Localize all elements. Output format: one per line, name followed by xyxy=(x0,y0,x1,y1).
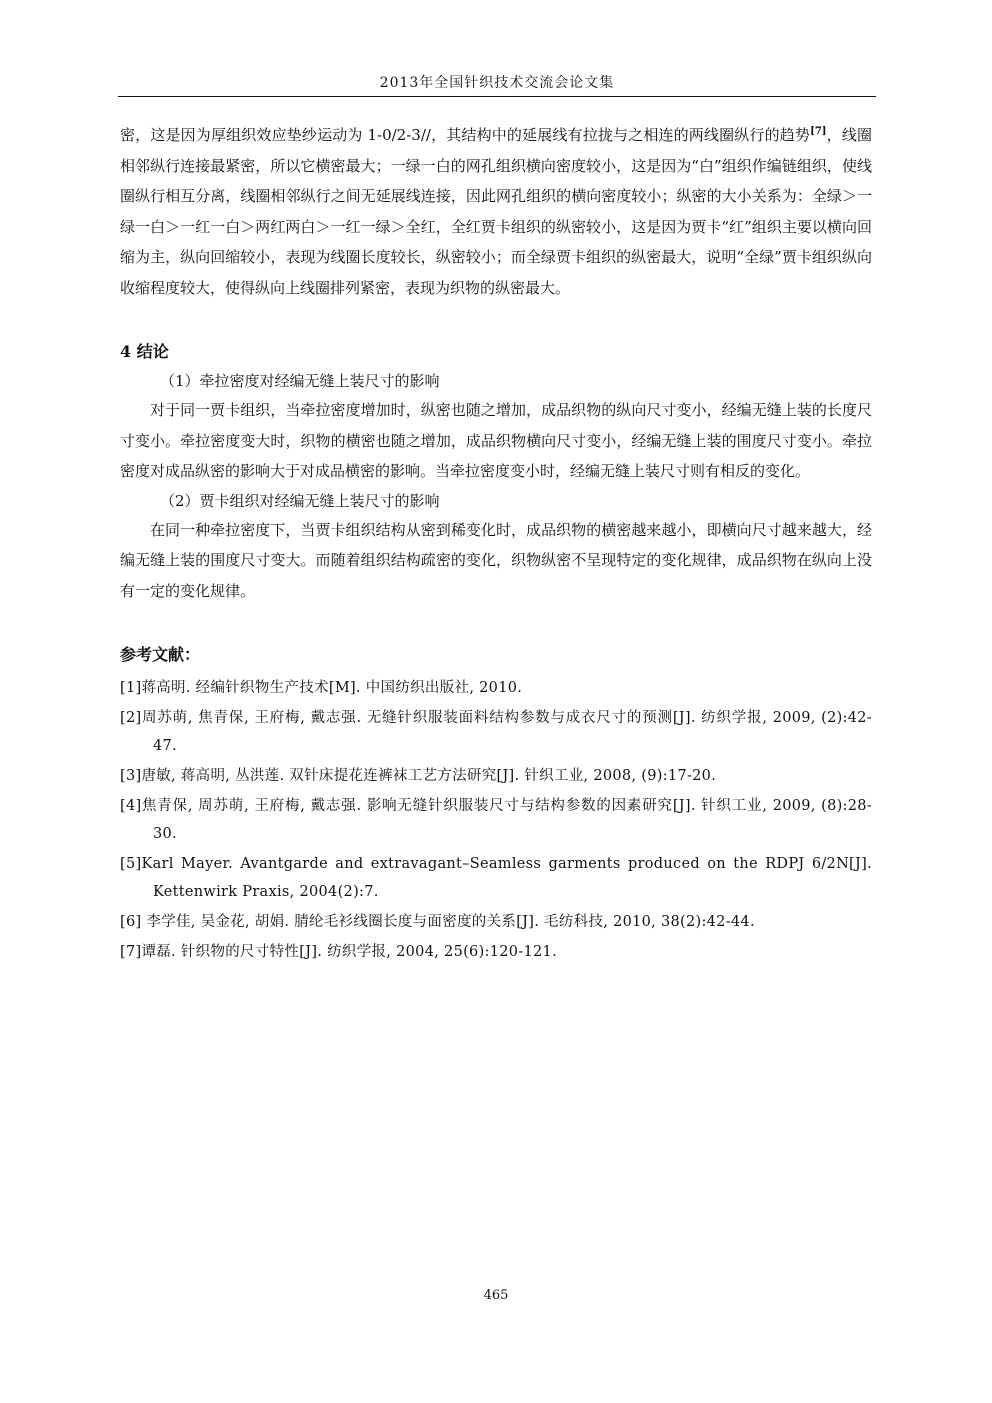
reference-item: [5]Karl Mayer. Avantgarde and extravagant–Seamless garments produced on the RDPJ 6/2N[J]. Kettenwirk Praxis, 2004(2):7. xyxy=(120,856,872,900)
continuation-text-a: 密，这是因为厚组织效应垫纱运动为 1-0/2-3//，其结构中的延展线有拉拢与之相连的两线圈纵行的趋势 xyxy=(120,126,811,144)
reference-item: [1]蒋高明. 经编针织物生产技术[M]. 中国纺织出版社, 2010. xyxy=(120,680,523,696)
conclusion-paragraph-1: 对于同一贾卡组织，当牵拉密度增加时，纵密也随之增加，成品织物的纵向尺寸变小，经编无缝上装的长度尺寸变小。牵拉密度变大时，织物的横密也随之增加，成品织物横向尺寸变小，经编无缝上装的围度尺寸变小。牵拉密度对成品纵密的影响大于对成品横密的影响。当牵拉密度变小时，经编无缝上装尺寸则有相反的变化。 xyxy=(120,401,872,480)
running-header: 2013年全国针织技术交流会论文集 xyxy=(379,75,615,91)
reference-item: [6] 李学佳, 吴金花, 胡娟. 腈纶毛衫线圈长度与面密度的关系[J]. 毛纺科技, 2010, 38(2):42-44. xyxy=(120,914,755,930)
continuation-paragraph xyxy=(120,120,872,303)
subheading-2: （2）贾卡组织对经编无缝上装尺寸的影响 xyxy=(160,491,440,510)
reference-list xyxy=(120,674,872,966)
section-title-conclusion: 4 结论 xyxy=(120,342,169,361)
page-body xyxy=(120,120,872,968)
references-title: 参考文献： xyxy=(120,645,201,664)
citation-7: [7] xyxy=(810,126,827,137)
reference-item: [7]谭磊. 针织物的尺寸特性[J]. 纺织学报, 2004, 25(6):120-121. xyxy=(120,944,557,960)
conclusion-paragraph-2: 在同一种牵拉密度下，当贾卡组织结构从密到稀变化时，成品织物的横密越来越小，即横向尺寸越来越大，经编无缝上装的围度尺寸变大。而随着组织结构疏密的变化，织物纵密不呈现特定的变化规律，成品织物在纵向上没有一定的变化规律。 xyxy=(120,520,872,600)
subheading-1: （1）牵拉密度对经编无缝上装尺寸的影响 xyxy=(160,372,440,390)
page-number: 465 xyxy=(483,1288,509,1303)
reference-item: [2]周苏萌, 焦青保, 王府梅, 戴志强. 无缝针织服装面料结构参数与成衣尺寸的预测[J]. 纺织学报, 2009, (2):42-47. xyxy=(120,710,872,754)
reference-item: [4]焦青保, 周苏萌, 王府梅, 戴志强. 影响无缝针织服装尺寸与结构参数的因素研究[J]. 针织工业, 2009, (8):28-30. xyxy=(120,798,872,842)
continuation-text-b: ，线圈相邻纵行连接最紧密，所以它横密最大；一绿一白的网孔组织横向密度较小，这是因为“白”组织作编链组织，使线圈纵行相互分离，线圈相邻纵行之间无延展线连接，因此网孔组织的横向密度较小；纵密的大小关系为：全绿＞一绿一白＞一红一白＞两红两白＞一红一绿＞全红，全红贾卡组织的纵密较小，这是因为贾卡“红”组织主要以横向回缩为主，纵向回缩较小，表现为线圈长度较长，纵密较小；而全绿贾卡组织的纵密最大，说明“全绿”贾卡组织纵向收缩程度较大，使得纵向上线圈排列紧密，表现为织物的纵密最大。 xyxy=(120,126,872,297)
reference-item: [3]唐敏, 蒋高明, 丛洪莲. 双针床提花连裤袜工艺方法研究[J]. 针织工业, 2008, (9):17-20. xyxy=(120,768,717,784)
header-rule xyxy=(118,96,876,97)
